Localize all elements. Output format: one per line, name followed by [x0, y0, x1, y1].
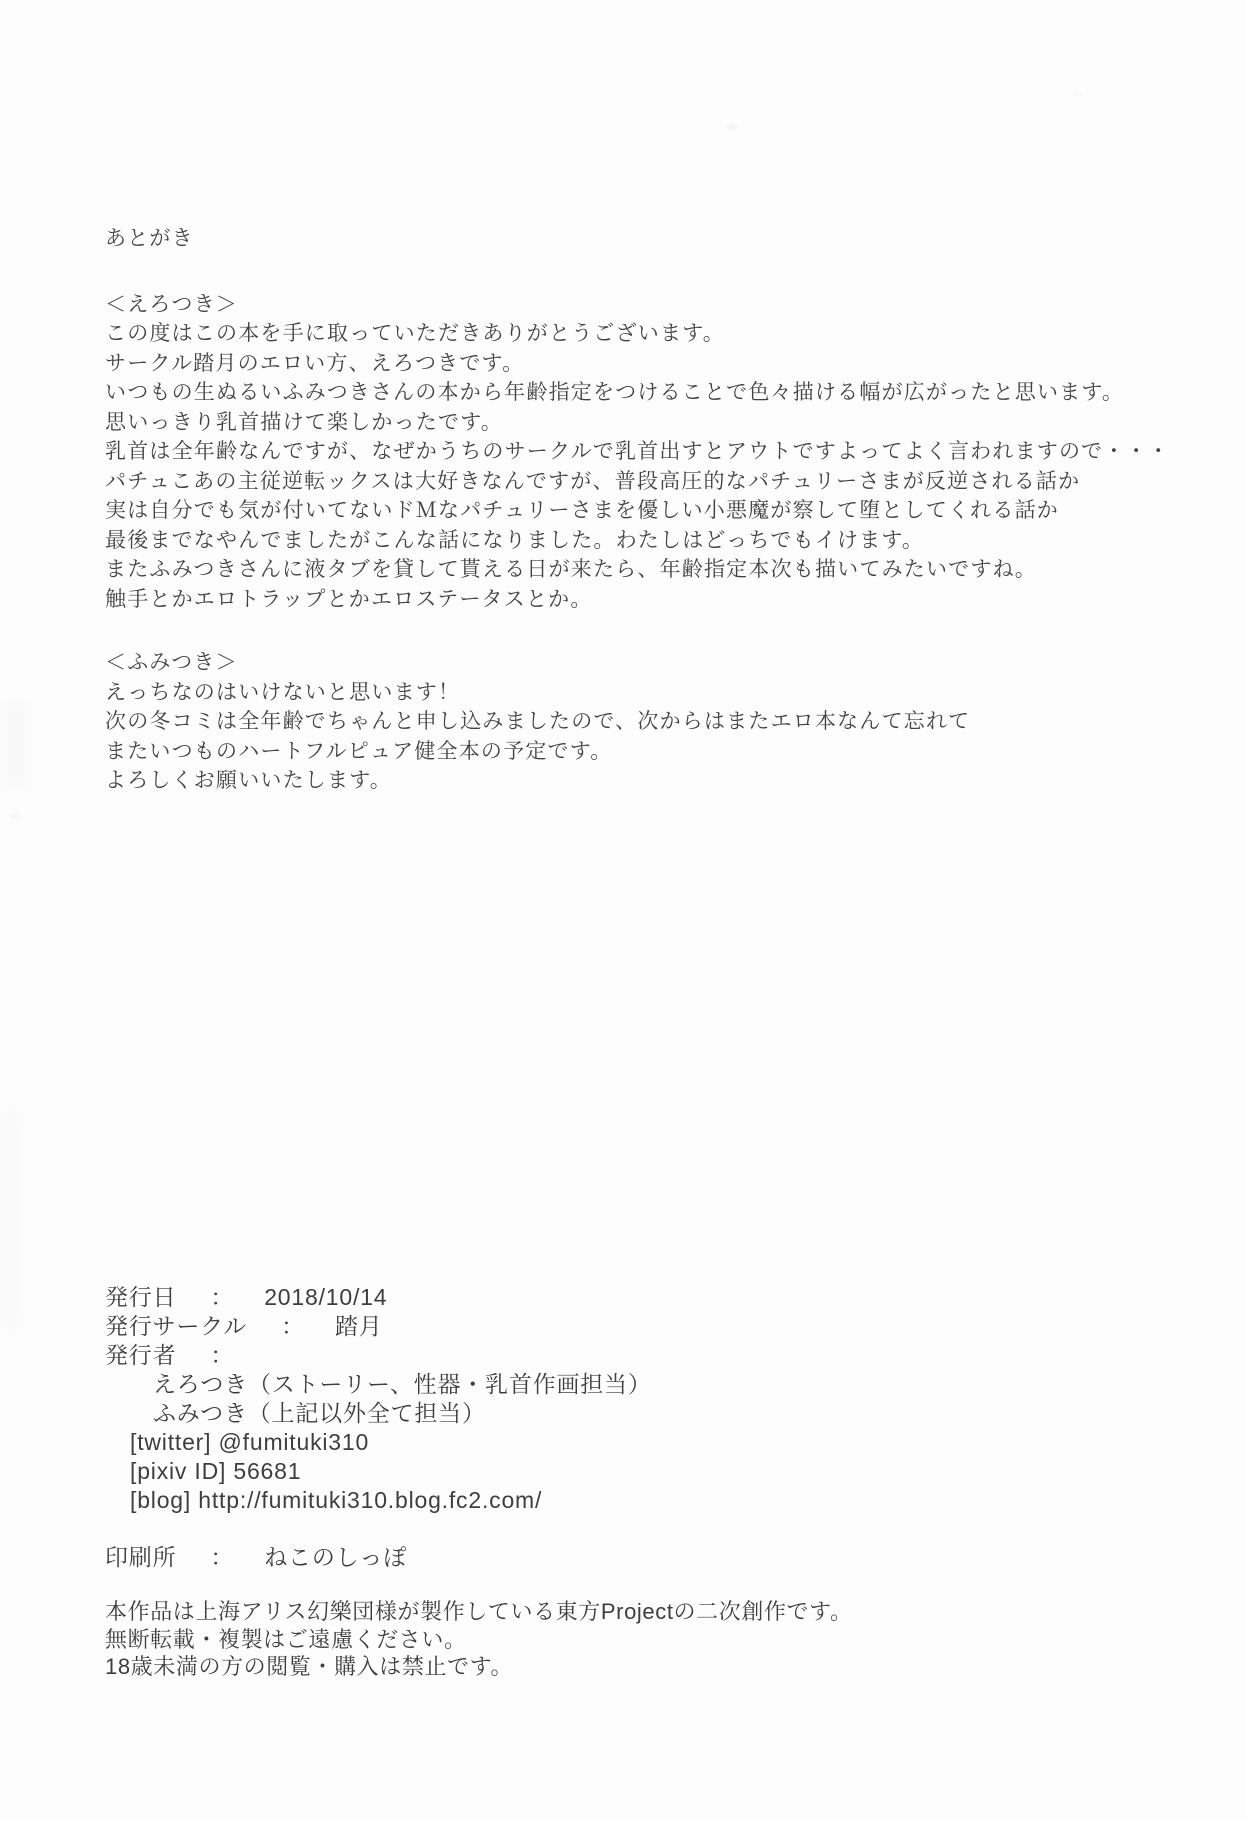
colophon-label: 印刷所 — [105, 1544, 177, 1570]
afterword-line: 最後までなやんでましたがこんな話になりました。わたしはどっちでもイけます。 — [105, 528, 925, 552]
section-heading-fumituki: ＜ふみつき＞ — [105, 651, 238, 674]
scan-artifact — [726, 124, 738, 131]
afterword-line: またいつものハートフルピュア健全本の予定です。 — [105, 739, 613, 763]
afterword-line: サークル踏月のエロい方、えろつきです。 — [105, 351, 525, 375]
author-credit: ふみつき（上記以外全て担当） — [153, 1400, 486, 1426]
afterword-block — [105, 224, 1170, 796]
section-heading-erotuki: ＜えろつき＞ — [105, 292, 238, 316]
afterword-line: えっちなのはいけないと思います！ — [105, 680, 461, 704]
colophon-block — [105, 1283, 652, 1572]
disclaimer-line: 無断転載・複製はご遠慮ください。 — [105, 1626, 467, 1652]
colophon-row-printer — [105, 1543, 652, 1572]
colophon-value: 2018/10/14 — [264, 1284, 388, 1310]
disclaimer-line: 18歳未満の方の閲覧・購入は禁止です。 — [105, 1654, 514, 1679]
colophon-label: 発行日 — [105, 1284, 177, 1310]
disclaimer-line: 本作品は上海アリス幻樂団様が製作している東方Projectの二次創作です。 — [105, 1599, 853, 1624]
afterword-line: パチュこあの主従逆転ックスは大好きなんですが、普段高圧的なパチュリーさまが反逆される話か — [105, 469, 1081, 493]
afterword-line: 触手とかエロトラップとかエロステータスとか。 — [105, 587, 593, 611]
scan-artifact — [2, 700, 30, 790]
scan-artifact — [1074, 92, 1082, 97]
colophon-row-publisher — [105, 1341, 652, 1370]
colophon-colon: ： — [210, 1284, 235, 1310]
colophon-colon: ： — [210, 1544, 235, 1570]
author-credit: えろつき（ストーリー、性器・乳首作画担当） — [153, 1371, 652, 1397]
colophon-colon: ： — [210, 1342, 235, 1368]
afterword-line: よろしくお願いいたします。 — [105, 769, 392, 792]
afterword-line: またふみつきさんに液タブを貸して貰える日が来たら、年齢指定本次も描いてみたいですね。 — [105, 558, 1037, 581]
colophon-row-circle — [105, 1312, 652, 1341]
colophon-label: 発行サークル — [105, 1313, 248, 1339]
pixiv-id-line: [pixiv ID] 56681 — [130, 1458, 302, 1484]
colophon-value: ねこのしっぽ — [264, 1544, 408, 1570]
page-title: あとがき — [105, 227, 194, 250]
afterword-line: 思いっきり乳首描けて楽しかったです。 — [105, 410, 503, 434]
afterword-line: 実は自分でも気が付いてないドＭなパチュリーさまを優しい小悪魔が察して堕としてくれる話か — [105, 499, 1059, 522]
colophon-row-publish-date — [105, 1283, 652, 1312]
twitter-link-line: [twitter] @fumituki310 — [130, 1429, 370, 1455]
colophon-label: 発行者 — [105, 1342, 177, 1368]
blog-url-line: [blog] http://fumituki310.blog.fc2.com/ — [130, 1487, 543, 1513]
scan-artifact — [10, 812, 20, 820]
afterword-line: いつもの生ぬるいふみつきさんの本から年齢指定をつけることで色々描ける幅が広がったと思います。 — [105, 381, 1125, 404]
afterword-line: この度はこの本を手に取っていただきありがとうございます。 — [105, 322, 725, 345]
afterword-line: 次の冬コミは全年齢でちゃんと申し込みましたので、次からはまたエロ本なんて忘れて — [105, 710, 971, 733]
disclaimer-block — [105, 1598, 853, 1681]
colophon-value: 踏月 — [334, 1313, 383, 1339]
scan-artifact — [0, 1110, 22, 1330]
colophon-colon: ： — [281, 1313, 305, 1339]
afterword-line: 乳首は全年齢なんですが、なぜかうちのサークルで乳首出すとアウトですよってよく言われますので・・・ — [105, 440, 1170, 463]
